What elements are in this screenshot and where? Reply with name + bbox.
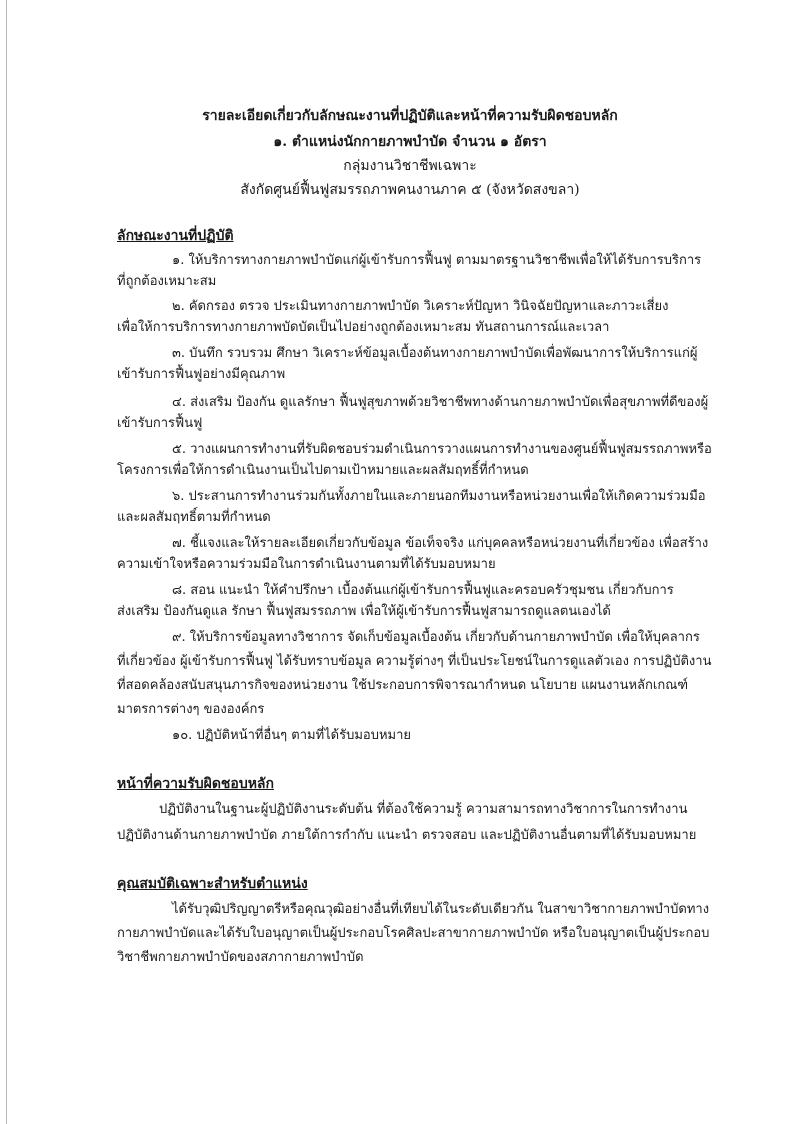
qualification-heading: คุณสมบัติเฉพาะสำหรับตำแหน่ง — [117, 876, 308, 892]
scan-edge-line — [6, 0, 7, 1124]
duty-line: ที่สอดคล้องสนับสนุนภารกิจของหน่วยงาน ใช้ประกอบการพิจารณากำหนด นโยบาย แผนงานหลักเกณฑ์ — [117, 678, 689, 693]
group-line: กลุ่มงานวิชาชีพเฉพาะ — [343, 158, 477, 174]
duty-line: มาตรการต่างๆ ขององค์กร — [117, 702, 265, 717]
affiliation-line: สังกัดศูนย์ฟื้นฟูสมรรถภาพคนงานภาค ๕ (จังหวัดสงขลา) — [240, 182, 580, 198]
responsibility-line: ปฏิบัติงานด้านกายภาพบำบัด ภายใต้การกำกับ แนะนำ ตรวจสอบ และปฏิบัติงานอื่นตามที่ได้รับมอบหมาย — [117, 828, 697, 843]
responsibility-line: ปฏิบัติงานในฐานะผู้ปฏิบัติงานระดับต้น ที่ต้องใช้ความรู้ ความสามารถทางวิชาการในการทำงาน — [159, 802, 688, 817]
duty-line: ๑๐. ปฏิบัติหน้าที่อื่นๆ ตามที่ได้รับมอบหมาย — [172, 728, 412, 743]
duty-line: ความเข้าใจหรือความร่วมมือในการดำเนินงานตามที่ได้รับมอบหมาย — [117, 557, 496, 572]
duty-line: ๒. คัดกรอง ตรวจ ประเมินทางกายภาพบำบัด วิเคราะห์ปัญหา วินิจฉัยปัญหาและภาวะเสี่ยง — [172, 299, 669, 314]
duty-line: เข้ารับการฟื้นฟู — [117, 416, 203, 431]
duty-line: โครงการเพื่อให้การดำเนินงานเป็นไปตามเป้าหมายและผลสัมฤทธิ์ที่กำหนด — [117, 463, 529, 478]
duty-line: ที่ถูกต้องเหมาะสม — [117, 274, 217, 289]
duty-line: เพื่อให้การบริการทางกายภาพบัดบัดเป็นไปอย่างถูกต้องเหมาะสม ทันสถานการณ์และเวลา — [117, 320, 610, 335]
duty-line: ๘. สอน แนะนำ ให้คำปรึกษา เบื้องต้นแก่ผู้เข้ารับการฟื้นฟูและครอบครัวชุมชน เกี่ยวกับการ — [172, 583, 674, 598]
document-title: รายละเอียดเกี่ยวกับลักษณะงานที่ปฏิบัติและหน้าที่ความรับผิดชอบหลัก — [202, 108, 618, 124]
position-line: ๑. ตำแหน่งนักกายภาพบำบัด จำนวน ๑ อัตรา — [273, 134, 547, 150]
duty-line: เข้ารับการฟื้นฟูอย่างมีคุณภาพ — [117, 367, 286, 382]
qualification-line: ได้รับวุฒิปริญญาตรีหรือคุณวุฒิอย่างอื่นที่เทียบได้ในระดับเดียวกัน ในสาขาวิชากายภาพบำบัดทาง — [172, 902, 710, 917]
duty-line: ๔. ส่งเสริม ป้องกัน ดูแลรักษา ฟื้นฟูสุขภาพด้วยวิชาชีพทางด้านกายภาพบำบัดเพื่อสุขภาพที่ดีของผู้ — [172, 395, 709, 410]
duty-line: ส่งเสริม ป้องกันดูแล รักษา ฟื้นฟูสมรรถภาพ เพื่อให้ผู้เข้ารับการฟื้นฟูสามารถดูแลตนเองได้ — [117, 604, 611, 619]
qualification-line: วิชาชีพกายภาพบำบัดของสภากายภาพบำบัด — [117, 950, 364, 965]
duties-heading: ลักษณะงานที่ปฏิบัติ — [117, 228, 234, 244]
duty-line: ๖. ประสานการทำงานร่วมกันทั้งภายในและภายนอกทีมงานหรือหน่วยงานเพื่อให้เกิดความร่วมมือ — [172, 489, 706, 504]
duty-line: และผลสัมฤทธิ์ตามที่กำหนด — [117, 510, 271, 525]
duty-line: ๕. วางแผนการทำงานที่รับผิดชอบร่วมดำเนินการวางแผนการทำงานของศูนย์ฟื้นฟูสมรรถภาพหรือ — [172, 442, 712, 457]
qualification-line: กายภาพบำบัดและได้รับใบอนุญาตเป็นผู้ประกอบโรคศิลปะสาขากายภาพบำบัด หรือใบอนุญาตเป็นผู้ประกอบ — [117, 926, 710, 941]
duty-line: ๗. ชี้แจงและให้รายละเอียดเกี่ยวกับข้อมูล ข้อเท็จจริง แก่บุคคลหรือหน่วยงานที่เกี่ยวข้อง เพื่อสร้าง — [172, 536, 709, 551]
duty-line: ๓. บันทึก รวบรวม ศึกษา วิเคราะห์ข้อมูลเบื้องต้นทางกายภาพบำบัดเพื่อพัฒนาการให้บริการแก่ผู้ — [172, 346, 698, 361]
responsibility-heading: หน้าที่ความรับผิดชอบหลัก — [117, 776, 274, 792]
duty-line: ๙. ให้บริการข้อมูลทางวิชาการ จัดเก็บข้อมูลเบื้องต้น เกี่ยวกับด้านกายภาพบำบัด เพื่อให้บุคลากร — [172, 630, 700, 645]
duty-line: ที่เกี่ยวข้อง ผู้เข้ารับการฟื้นฟู ได้รับทราบข้อมูล ความรู้ต่างๆ ที่เป็นประโยชน์ในการดูแลตัวเอง การปฏิบัติงาน — [117, 654, 712, 669]
duty-line: ๑. ให้บริการทางกายภาพบำบัดแก่ผู้เข้ารับการฟื้นฟู ตามมาตรฐานวิชาชีพเพื่อให้ได้รับการบริการ — [172, 253, 702, 268]
